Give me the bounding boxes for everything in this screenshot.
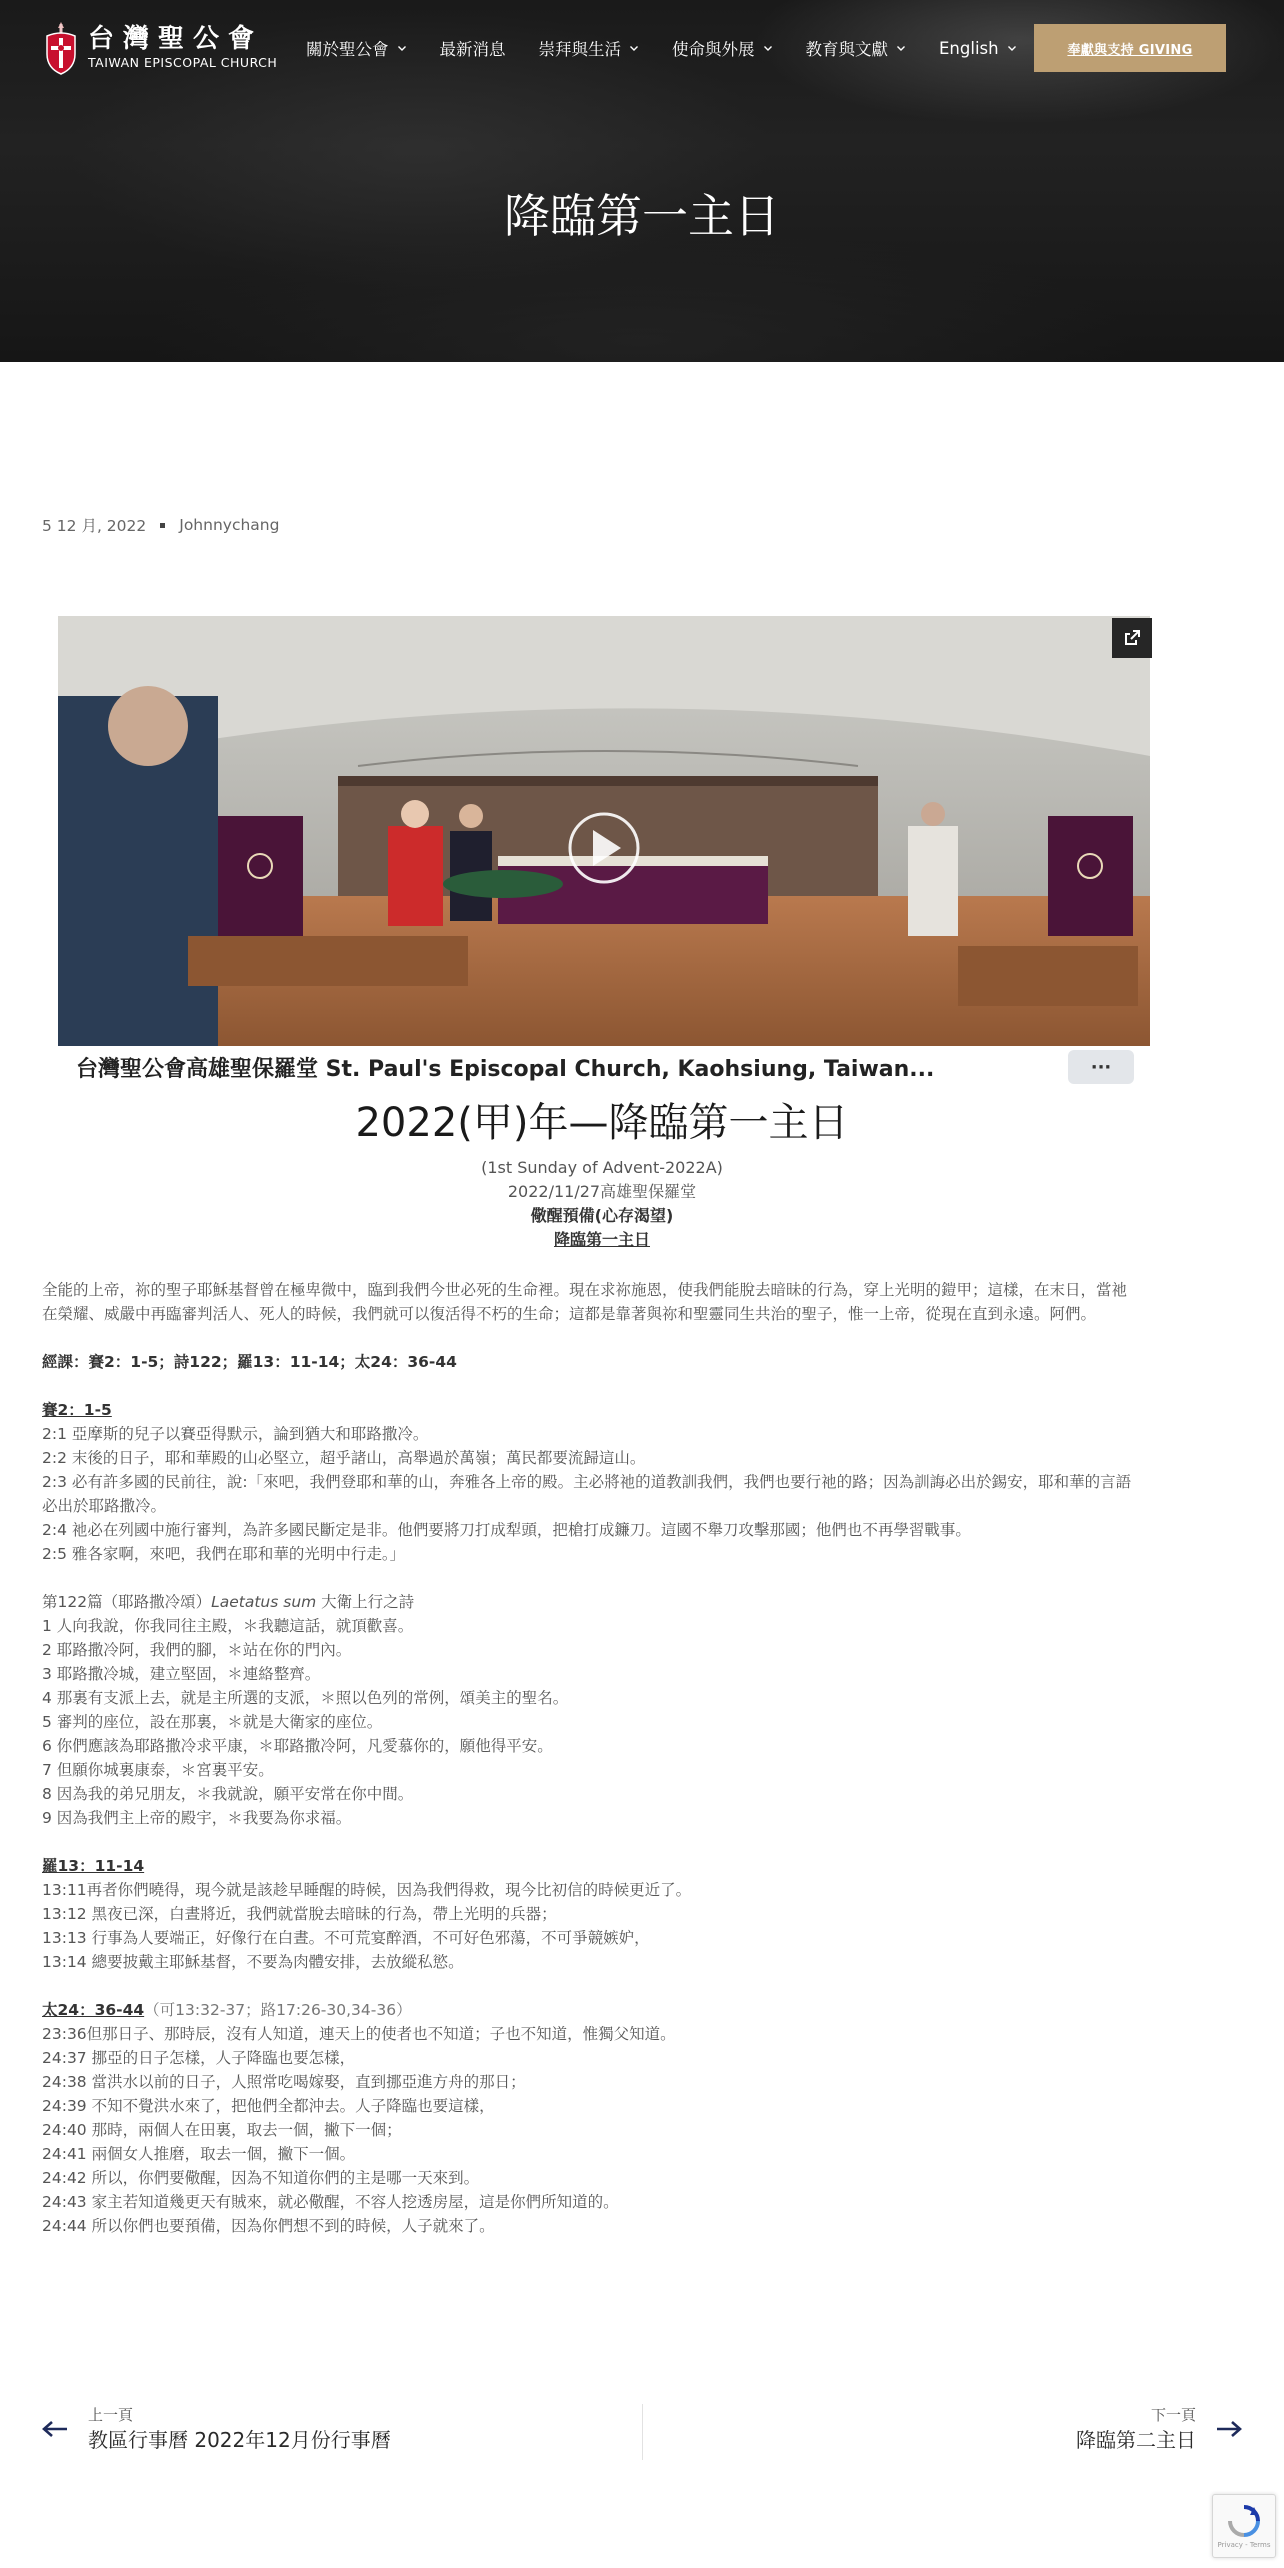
- post-date[interactable]: 5 12 月, 2022: [42, 517, 147, 535]
- post-nav-divider: [642, 2404, 643, 2460]
- verse-line: 5 審判的座位，設在那裏，＊就是大衛家的座位。: [42, 1713, 383, 1731]
- verse-line: 9 因為我們主上帝的殿宇，＊我要為你求福。: [42, 1809, 352, 1827]
- chevron-down-icon: [629, 43, 639, 53]
- verse-line: 2:2 末後的日子，耶和華殿的山必堅立，超乎諸山，高舉過於萬嶺；萬民都要流歸這山。: [42, 1449, 646, 1467]
- recaptcha-badge[interactable]: [1212, 2494, 1276, 2558]
- article-theme: 儆醒預備(心存渴望): [530, 1206, 674, 1225]
- verse-line: 2:1 亞摩斯的兒子以賽亞得默示，論到猶大和耶路撒冷。: [42, 1425, 429, 1443]
- verse-line: 24:42 所以，你們要儆醒，因為不知道你們的主是哪一天來到。: [42, 2169, 480, 2187]
- previous-label: 上一頁: [88, 2406, 134, 2424]
- psalm-title: [42, 1590, 1162, 1614]
- nav-item-label: 關於聖公會: [306, 40, 389, 59]
- verse-line: 13:12 黑夜已深，白晝將近，我們就當脫去暗昧的行為，帶上光明的兵器；: [42, 1905, 557, 1923]
- romans-section: [42, 1854, 1162, 1974]
- nav-item-education[interactable]: [806, 36, 907, 60]
- verse-line: 3 耶路撒冷城，建立堅固，＊連絡整齊。: [42, 1665, 321, 1683]
- nav-item-about[interactable]: [306, 36, 407, 60]
- verse-line: 8 因為我的弟兄朋友，＊我就說，願平安常在你中間。: [42, 1785, 414, 1803]
- collect-line: 在榮耀、威嚴中再臨審判活人、死人的時候，我們就可以復活得不朽的生命；這都是靠著與祢和聖靈同生共治的聖子，惟一上帝，從現在直到永遠。阿們。: [42, 1305, 1097, 1323]
- chevron-down-icon: [397, 43, 407, 53]
- post-navigation: [42, 2404, 1242, 2464]
- verse-line: 6 你們應該為耶路撒冷求平康，＊耶路撒冷阿，凡愛慕你的，願他得平安。: [42, 1737, 553, 1755]
- next-post-link[interactable]: [1076, 2404, 1242, 2454]
- nav-item-worship[interactable]: [539, 36, 640, 60]
- matthew-title: 太24：36-44: [42, 2001, 145, 2019]
- video-thumbnail[interactable]: [58, 616, 1150, 1046]
- verse-line: 24:37 挪亞的日子怎樣，人子降臨也要怎樣，: [42, 2049, 356, 2067]
- matthew-note: （可13:32-37；路17:26-30,34-36）: [144, 2001, 412, 2019]
- verse-line: 24:41 兩個女人推磨，取去一個，撇下一個。: [42, 2145, 356, 2163]
- logo-chinese-text: 台灣聖公會: [88, 24, 264, 54]
- site-logo[interactable]: [42, 20, 277, 76]
- verse-line: 2 耶路撒冷阿，我們的腳，＊站在你的門內。: [42, 1641, 352, 1659]
- verse-line: 4 那裏有支派上去，就是主所選的支派，＊照以色列的常例，頌美主的聖名。: [42, 1689, 569, 1707]
- video-caption: 台灣聖公會高雄聖保羅堂 St. Paul's Episcopal Church, Kaohsiung, Taiwan...: [76, 1057, 935, 1082]
- church-shield-icon: [42, 20, 80, 76]
- verse-line: 23:36但那日子、那時辰，沒有人知道，連天上的使者也不知道；子也不知道，惟獨父知道。: [42, 2025, 676, 2043]
- previous-post-link[interactable]: [42, 2404, 391, 2454]
- verse-line: 2:5 雅各家啊，來吧，我們在耶和華的光明中行走。」: [42, 1545, 406, 1563]
- arrow-left-icon: [42, 2420, 68, 2438]
- next-label: 下一頁: [1150, 2406, 1196, 2424]
- nav-item-mission[interactable]: [672, 36, 773, 60]
- verse-line: 24:38 當洪水以前的日子，人照常吃喝嫁娶，直到挪亞進方舟的那日；: [42, 2073, 526, 2091]
- isaiah-title: 賽2：1-5: [42, 1401, 112, 1419]
- verse-line: 13:13 行事為人要端正，好像行在白晝。不可荒宴醉酒，不可好色邪蕩，不可爭競嫉妒，: [42, 1929, 650, 1947]
- verse-line: 24:40 那時，兩個人在田裏，取去一個，撇下一個；: [42, 2121, 402, 2139]
- collect-line: 全能的上帝，祢的聖子耶穌基督曾在極卑微中，臨到我們今世必死的生命裡。現在求祢施恩，使我們能脫去暗昧的行為，穿上光明的鎧甲；這樣，在末日，當祂: [42, 1281, 1128, 1299]
- psalm-title-latin: Laetatus sum: [211, 1593, 317, 1611]
- nav-item-label: 教育與文獻: [805, 40, 888, 59]
- site-header: [0, 0, 1284, 362]
- article-date-location: 2022/11/27高雄聖保羅堂: [507, 1182, 697, 1201]
- video-more-button[interactable]: ···: [1068, 1050, 1134, 1084]
- post-meta: [42, 514, 279, 536]
- collect-paragraph: [42, 1278, 1162, 1326]
- giving-button[interactable]: 奉獻與支持 GIVING: [1034, 24, 1226, 72]
- nav-item-label: 崇拜與生活: [538, 40, 621, 59]
- chevron-down-icon: [763, 43, 773, 53]
- romans-title: 羅13：11-14: [42, 1857, 145, 1875]
- previous-title: 教區行事曆 2022年12月份行事曆: [88, 2428, 391, 2452]
- nav-item-label: 使命與外展: [672, 40, 755, 59]
- next-title: 降臨第二主日: [1076, 2428, 1196, 2452]
- page-title: 降臨第一主日: [504, 189, 780, 243]
- nav-item-english[interactable]: [939, 39, 1017, 58]
- article-heading: 2022(甲)年—降臨第一主日: [355, 1100, 849, 1146]
- article-content: [42, 1084, 1162, 2238]
- chevron-down-icon: [1007, 43, 1017, 53]
- matthew-title-line: [42, 1998, 1162, 2022]
- external-link-icon: [1122, 628, 1142, 648]
- verse-line: 24:44 所以你們也要預備，因為你們想不到的時候，人子就來了。: [42, 2217, 495, 2235]
- open-external-button[interactable]: [1112, 618, 1152, 658]
- psalm-title-suffix: 大衛上行之詩: [316, 1593, 415, 1611]
- logo-english-text: TAIWAN EPISCOPAL CHURCH: [88, 55, 278, 70]
- verse-line: 必出於耶路撒冷。: [42, 1497, 167, 1515]
- post-author[interactable]: Johnnychang: [179, 516, 280, 534]
- verse-line: 24:43 家主若知道幾更天有賊來，就必儆醒，不容人挖透房屋，這是你們所知道的。: [42, 2193, 619, 2211]
- psalm-title-prefix: 第122篇（耶路撒冷頌）: [42, 1593, 212, 1611]
- verse-line: 2:4 祂必在列國中施行審判，為許多國民斷定是非。他們要將刀打成犁頭，把槍打成鐮刀。這國不舉刀攻擊那國；他們也不再學習戰事。: [42, 1521, 971, 1539]
- video-embed[interactable]: [42, 614, 1162, 1084]
- matthew-section: [42, 1998, 1162, 2238]
- recaptcha-icon: [1226, 2503, 1262, 2539]
- verse-line: 13:11再者你們曉得，現今就是該趁早睡醒的時候，因為我們得救，現今比初信的時候更近了。: [42, 1881, 692, 1899]
- arrow-right-icon: [1216, 2420, 1242, 2438]
- nav-item-news[interactable]: [440, 36, 506, 60]
- meta-separator: [160, 523, 165, 528]
- article-sunday: 降臨第一主日: [553, 1230, 650, 1249]
- psalm-section: [42, 1590, 1162, 1830]
- nav-item-label: 最新消息: [439, 40, 506, 59]
- article-subtitle-en: (1st Sunday of Advent-2022A): [481, 1158, 723, 1177]
- verse-line: 2:3 必有許多國的民前往，說:「來吧，我們登耶和華的山，奔雅各上帝的殿。主必將祂的道教訓我們，我們也要行祂的路；因為訓誨必出於錫安，耶和華的言語: [42, 1473, 1132, 1491]
- verse-line: 1 人向我說，你我同往主殿，＊我聽這話，就頂歡喜。: [42, 1617, 414, 1635]
- verse-line: 24:39 不知不覺洪水來了，把他們全都沖去。人子降臨也要這樣，: [42, 2097, 495, 2115]
- recaptcha-links[interactable]: Privacy - Terms: [1217, 2541, 1271, 2549]
- chevron-down-icon: [896, 43, 906, 53]
- verse-line: 7 但願你城裏康泰，＊宮裏平安。: [42, 1761, 274, 1779]
- main-nav: [306, 36, 1050, 60]
- verse-line: 13:14 總要披戴主耶穌基督，不要為肉體安排，去放縱私慾。: [42, 1953, 464, 1971]
- readings-line: 經課：賽2：1-5；詩122；羅13：11-14；太24：36-44: [42, 1353, 457, 1371]
- nav-item-label: English: [939, 38, 999, 58]
- isaiah-section: [42, 1398, 1162, 1566]
